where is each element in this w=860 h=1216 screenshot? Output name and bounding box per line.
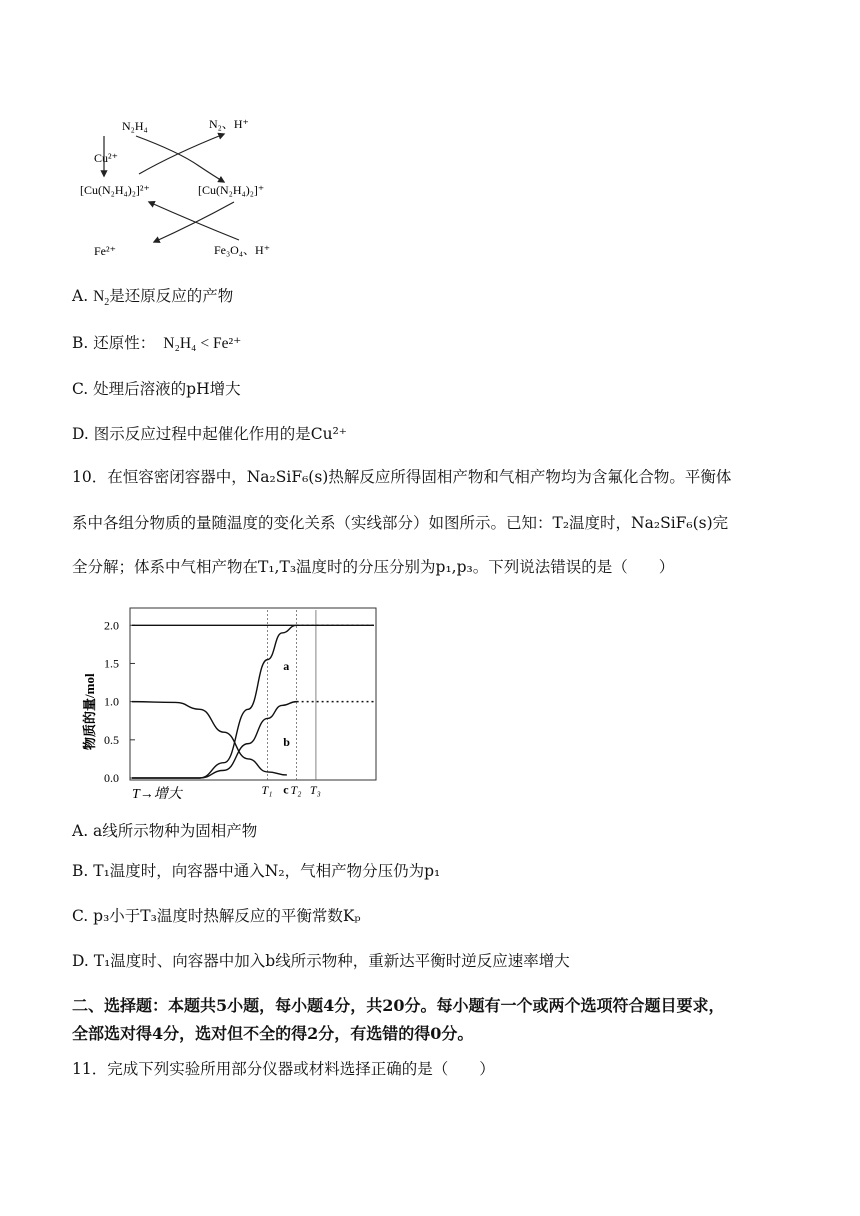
- q10-stem-line1: 10．在恒容密闭容器中，Na₂SiF₆(s)热解反应所得固相产物和气相产物均为含氟化合物。平衡体: [72, 468, 732, 486]
- q9-option-a: [72, 285, 233, 308]
- option-text: 图示反应过程中起催化作用的是Cu²⁺: [93, 425, 347, 443]
- label-complex-right: [Cu(N₂H₄)₂]⁺: [198, 183, 265, 197]
- q10-option-a: A. a线所示物种为固相产物: [72, 822, 258, 840]
- series-label-c: c: [283, 782, 289, 797]
- y-tick-label: 1.5: [104, 656, 119, 671]
- option-text: 处理后溶液的pH增大: [93, 380, 241, 398]
- q10-stem-line3: 全分解；体系中气相产物在T₁,T₃温度时的分压分别为p₁,p₃。下列说法错误的是（ ）: [72, 558, 675, 576]
- y-tick-label: 1.0: [104, 694, 119, 709]
- q9-option-c: [72, 378, 241, 400]
- plot-frame: [130, 608, 376, 780]
- section2-heading-line2: 全部选对得4分，选对但不全的得2分，有选错的得0分。: [72, 1024, 474, 1043]
- catalytic-cycle-diagram: [74, 112, 304, 262]
- q11-stem: 11．完成下列实验所用部分仪器或材料选择正确的是（ ）: [72, 1060, 495, 1078]
- arrow-upper-1: [136, 136, 224, 182]
- q10-stem-line2: 系中各组分物质的量随温度的变化关系（实线部分）如图所示。已知：T₂温度时，Na₂SiF₆(s)完: [72, 514, 729, 532]
- x-axis-label: T→增大: [132, 787, 182, 802]
- series-line-c: [132, 702, 287, 775]
- cycle-diagram-svg: [74, 112, 304, 262]
- label-fe3o4-h: Fe₃O₄、H⁺: [214, 243, 271, 257]
- series-label-b: b: [283, 735, 290, 750]
- q10-chart: [74, 600, 394, 805]
- option-a-subscript: 2: [104, 297, 110, 309]
- option-b-formula: N₂H₄ < Fe²⁺: [163, 335, 242, 352]
- option-text: 还原性：: [93, 334, 156, 352]
- option-letter: B.: [72, 334, 94, 352]
- option-letter: C.: [72, 380, 94, 398]
- label-cu2: Cu²⁺: [94, 151, 118, 165]
- section2-heading-line1: 二、选择题：本题共5小题，每小题4分，共20分。每小题有一个或两个选项符合题目要求，: [72, 996, 725, 1015]
- q9-option-b: [72, 332, 241, 355]
- option-letter: D.: [72, 425, 94, 443]
- option-text: 是还原反应的产物: [109, 287, 234, 305]
- y-tick-label: 0.5: [104, 732, 119, 747]
- arrow-upper-2: [139, 134, 224, 174]
- series-label-a: a: [283, 658, 290, 673]
- q10-option-d: D. T₁温度时、向容器中加入b线所示物种，重新达平衡时逆反应速率增大: [72, 952, 570, 970]
- q10-option-c: C. p₃小于T₃温度时热解反应的平衡常数Kₚ: [72, 907, 361, 925]
- chart-svg: [74, 600, 394, 805]
- y-tick-label: 2.0: [104, 618, 119, 633]
- option-letter: A.: [72, 287, 94, 305]
- temperature-marker-label: T₁: [261, 783, 273, 797]
- label-complex-left: [Cu(N₂H₄)₂]²⁺: [80, 183, 150, 197]
- y-tick-label: 0.0: [104, 771, 119, 785]
- temperature-marker-label: T₂: [290, 783, 302, 797]
- temperature-marker-label: T₃: [309, 783, 321, 797]
- label-fe2: Fe²⁺: [94, 244, 116, 258]
- q10-option-b: B. T₁温度时，向容器中通入N₂，气相产物分压仍为p₁: [72, 862, 441, 880]
- q9-option-d: [72, 423, 347, 445]
- label-n2-h: N₂、H⁺: [209, 117, 249, 131]
- y-axis-label: 物质的量/mol: [82, 673, 97, 750]
- arrow-lower-2: [149, 202, 239, 240]
- label-n2h4: N₂H₄: [122, 119, 148, 133]
- option-a-formula: N: [93, 288, 105, 305]
